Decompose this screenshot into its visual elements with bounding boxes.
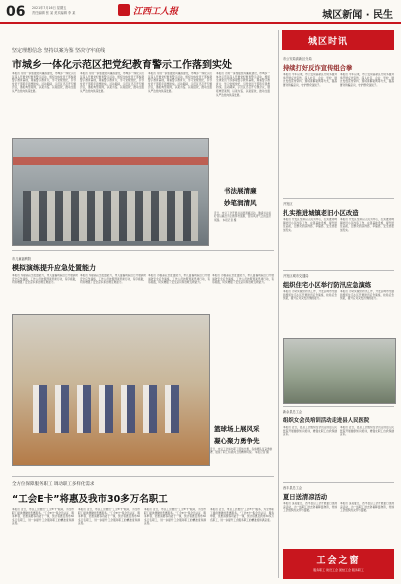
section-title: 城区新闻 · 民生 [322, 10, 393, 21]
right-item4-body-a: 本报讯 近日，县总工会组织女会员走进县人民医院开展健康知识培训，增强女职工自我保健意识。 [283, 426, 337, 437]
main-headline: 市城乡一体化示范区把党纪教育警示工作落到实处 [12, 60, 232, 71]
right-item3-kicker: 开发区城市交通局 [283, 274, 309, 278]
photo1-caption: 近日，市总工会开展书法展清廉活动，邀请书法爱好者以廉洁为主题挥毫泼墨，营造风清气正的良好氛围。 本报记者 摄 [214, 212, 272, 222]
basketball-photo [12, 314, 210, 466]
logo-seal-icon [118, 4, 130, 16]
right-item2-headline: 扎实推进城镇老旧小区改造 [283, 210, 359, 217]
right-item1-body-b: 本报讯 今年以来，市公安局高新区分局多措并举开展反诈宣传，深入社区、企业、学校，通过发放宣传资料、现场讲解案例等方式，提高群众防骗意识，守护群众钱袋子。 [340, 73, 394, 87]
right-item3-body-b: 本报讯 为切实做好防汛工作，开发区城市交通局组织住宅小区开展防汛应急演练，检验应急预案，提升应对突发汛情的能力。 [340, 290, 394, 301]
column-rule [278, 30, 279, 578]
banner-title: 城区时讯 [308, 37, 349, 47]
main-body-col4: 本报讯 为进一步加强党风廉政建设，市城乡一体化示范区深入开展党纪教育警示活动，组织全体党员干部参观警示教育基地，观看警示教育片，学习党规党纪，引导党员干部筑牢思想防线。活动期间，示范区还召开专题会议，通报典型案例，以案为鉴、以案促改，推动全面从严治党向纵深发展。 [216, 72, 270, 97]
masthead-title: 江西工人报 [133, 7, 179, 17]
right-item2-body-a: 本报讯 开发区坚持以人民为中心，扎实推进城镇老旧小区改造工作，完善基础设施，提升居住品质，让群众的获得感、幸福感、安全感更加充实。 [283, 218, 337, 232]
main-body-col2: 本报讯 为进一步加强党风廉政建设，市城乡一体化示范区深入开展党纪教育警示活动，组织全体党员干部参观警示教育基地，观看警示教育片，学习党规党纪，引导党员干部筑牢思想防线。活动期间，示范区还召开专题会议，通报典型案例，以案为鉴、以案促改，推动全面从严治党向纵深发展。 [80, 72, 144, 93]
right-item1-body-a: 本报讯 今年以来，市公安局高新区分局多措并举开展反诈宣传，深入社区、企业、学校，通过发放宣传资料、现场讲解案例等方式，提高群众防骗意识，守护群众钱袋子。 [283, 73, 337, 87]
section2-body-col1: 本报讯 为提高应急处置能力，市儿童福利院近日开展消防安全应急演练，工作人员按照预案迅速行动，有序疏散，切实增强了安全意识和自救互救能力。 [12, 274, 78, 285]
section2-body-col3: 本报讯 为提高应急处置能力，市儿童福利院近日开展消防安全应急演练，工作人员按照预案迅速行动，有序疏散，切实增强了安全意识和自救互救能力。 [148, 274, 210, 285]
main-body-col3: 本报讯 为进一步加强党风廉政建设，市城乡一体化示范区深入开展党纪教育警示活动，组织全体党员干部参观警示教育基地，观看警示教育片，学习党规党纪，引导党员干部筑牢思想防线。活动期间，示范区还召开专题会议，通报典型案例，以案为鉴、以案促改，推动全面从严治党向纵深发展。 [148, 72, 212, 93]
page-header [0, 0, 401, 26]
section2-body-col2: 本报讯 为提高应急处置能力，市儿童福利院近日开展消防安全应急演练，工作人员按照预案迅速行动，有序疏散，切实增强了安全意识和自救互救能力。 [80, 274, 146, 285]
photo1-title-1: 书法展清廉 [224, 187, 257, 195]
right-divider-1 [283, 198, 394, 199]
right-divider-4 [283, 482, 394, 483]
right-item2-kicker: 开发区 [283, 202, 293, 206]
main-body-col1: 本报讯 为进一步加强党风廉政建设，市城乡一体化示范区深入开展党纪教育警示活动，组织全体党员干部参观警示教育基地，观看警示教育片，学习党规党纪，引导党员干部筑牢思想防线。活动期间，示范区还召开专题会议，通报典型案例，以案为鉴、以案促改，推动全面从严治党向纵深发展。 [12, 72, 76, 93]
photo2-title-2: 凝心聚力勇争先 [214, 437, 260, 445]
divider-1 [12, 250, 274, 251]
people-silhouette [23, 191, 198, 241]
right-item4-kicker: 新余县总工会 [283, 410, 303, 414]
page-number: 06 [6, 4, 26, 20]
photo-banner [13, 157, 208, 165]
right-item1-kicker: 市公安局高新区分局 [283, 57, 312, 61]
section3-body-col4: 本报讯 近日，市总工会推出“工会E卡”服务，为全市职工提供便捷的普惠服务。“工会E卡”集会员认证、服务申领、优惠消费等功能于一体，预计将惠及我市30多万名职工，进一步提升工会服务职工的精准度和满意度。 [210, 508, 274, 522]
header-rule [0, 22, 401, 24]
photo2-title-1: 篮球场上展风采 [214, 425, 260, 433]
section3-headline: “工会E卡”将惠及我市30多万名职工 [12, 494, 168, 505]
photo2-caption: 近日，市总工会举办职工篮球比赛，各参赛队伍奋勇拼搏，展现了职工积极向上的精神风貌。 本报记者 摄 [210, 448, 273, 455]
main-kicker: 坚定理想信念 坚持以案为鉴 坚决守牢底线 [12, 48, 106, 54]
right-divider-3 [283, 406, 394, 407]
right-photo [283, 338, 396, 404]
right-item1-headline: 持续打好反诈宣传组合拳 [283, 65, 353, 72]
photo1-title-2: 妙笔润清风 [224, 199, 257, 207]
players-silhouette [33, 385, 183, 433]
date-line: 2021年7月16日 星期五 [32, 6, 67, 10]
right-item5-body-a: 本报讯 炎炎夏日，西丰县总工会开展夏日送清凉活动，为一线职工送去防暑降温物资，传递工会组织的关怀与温暖。 [283, 502, 337, 513]
section2-kicker: 市儿童福利院 [12, 257, 32, 261]
section3-body-col2: 本报讯 近日，市总工会推出“工会E卡”服务，为全市职工提供便捷的普惠服务。“工会E卡”集会员认证、服务申领、优惠消费等功能于一体，预计将惠及我市30多万名职工，进一步提升工会服务职工的精准度和满意度。 [78, 508, 140, 526]
right-item3-body-a: 本报讯 为切实做好防汛工作，开发区城市交通局组织住宅小区开展防汛应急演练，检验应急预案，提升应对突发汛情的能力。 [283, 290, 337, 301]
right-item2-body-b: 本报讯 开发区坚持以人民为中心，扎实推进城镇老旧小区改造工作，完善基础设施，提升居住品质，让群众的获得感、幸福感、安全感更加充实。 [340, 218, 394, 232]
right-divider-2 [283, 270, 394, 271]
union-window-title: 工会之窗 [316, 556, 361, 566]
right-item3-headline: 组织住宅小区举行防汛应急演练 [283, 282, 372, 289]
section3-body-col3: 本报讯 近日，市总工会推出“工会E卡”服务，为全市职工提供便捷的普惠服务。“工会E卡”集会员认证、服务申领、优惠消费等功能于一体，预计将惠及我市30多万名职工，进一步提升工会服务职工的精准度和满意度。 [144, 508, 206, 526]
editor-line: 责任编辑 张 某 美术编辑 李 某 [32, 11, 76, 15]
divider-2 [12, 476, 274, 477]
right-item4-body-b: 本报讯 近日，县总工会组织女会员走进县人民医院开展健康知识培训，增强女职工自我保健意识。 [340, 426, 394, 437]
section2-headline: 模拟演练提升应急处置能力 [12, 264, 96, 272]
calligraphy-photo [12, 138, 209, 246]
section3-body-col1: 本报讯 近日，市总工会推出“工会E卡”服务，为全市职工提供便捷的普惠服务。“工会E卡”集会员认证、服务申领、优惠消费等功能于一体，预计将惠及我市30多万名职工，进一步提升工会服务职工的精准度和满意度。 [12, 508, 74, 526]
right-banner [282, 30, 394, 50]
union-window-box [283, 549, 394, 579]
right-item5-headline: 夏日送清凉活动 [283, 494, 328, 501]
union-window-subtitle: 服务职工 建设工会 团结工会 服务职工 [313, 568, 364, 572]
masthead-logo [118, 4, 190, 16]
section3-kicker: 全方位保障服务职工 调动职工多样化需求 [12, 482, 95, 487]
section2-body-col4: 本报讯 为提高应急处置能力，市儿童福利院近日开展消防安全应急演练，工作人员按照预案迅速行动，有序疏散，切实增强了安全意识和自救互救能力。 [212, 274, 274, 285]
right-item5-body-b: 本报讯 炎炎夏日，西丰县总工会开展夏日送清凉活动，为一线职工送去防暑降温物资，传递工会组织的关怀与温暖。 [340, 502, 394, 513]
right-item4-headline: 组织女会员培训活动走进县人民医院 [283, 418, 370, 424]
right-item5-kicker: 西丰县总工会 [283, 486, 303, 490]
